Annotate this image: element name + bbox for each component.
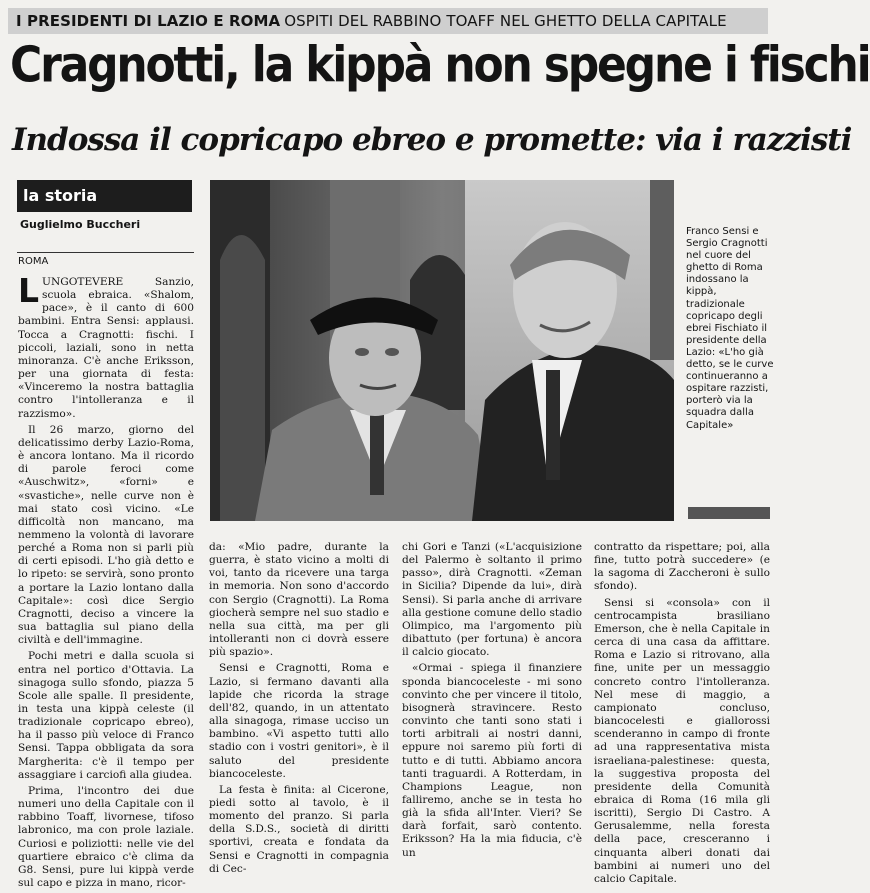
paragraph: chi Gori e Tanzi («L'acquisizione del Palermo è soltanto il primo passo», dirà Cragnotti. «Zeman in Sicilia? Dipende da lui», dirà Sensi). Si parla anche di arrivare alla gestione comune dello stadio Olimpico, ma l'argomento più dibattuto (per fortuna) è ancora il calcio giocato. xyxy=(402,541,582,659)
paragraph: Il 26 marzo, giorno del delicatissimo derby Lazio-Roma, è ancora lontano. Ma il ricordo di parole feroci come «Auschwitz», «forni» e «svastiche», nelle curve non è mai stato così vicino. «Le difficoltà non mancano, ma nemmeno la volontà di lavorare perché a Roma non si parli più di certi episodi. L'ho già detto e lo ripeto: se servirà, sono pronto a portare la Lazio lontano dalla Capitale»: così dice Sergio Cragnotti, deciso a vincere la sua battaglia sul piano della civiltà e dell'immagine. xyxy=(18,423,194,647)
paragraph: da: «Mio padre, durante la guerra, è stato vicino a molti di voi, tanto da ricevere una targa in memoria. Non sono d'accordo con Sergio (Cragnotti). La Roma giocherà sempre nel suo stadio e nella sua città, ma per gli intolleranti non ci dovrà essere più spazio». xyxy=(209,541,389,659)
section-rubric: la storia xyxy=(17,180,192,212)
drop-cap: L xyxy=(18,271,40,310)
article-column-2 xyxy=(209,541,389,879)
article-column-4 xyxy=(594,541,770,889)
paragraph: Pochi metri e dalla scuola si entra nel portico d'Ottavia. La sinagoga sullo sfondo, piazza 5 Scole alle spalle. Il presidente, in testa una kippà celeste (il tradizionale copricapo ebreo), ha il passo più veloce di Franco Sensi. Tappa obbligata da sora Margherita: c'è il tempo per assaggiare i carciofi alla giudea. xyxy=(18,650,194,781)
subheadline: Indossa il copricapo ebreo e promette: via i razzisti xyxy=(12,122,852,158)
divider xyxy=(17,252,194,253)
photo-illustration xyxy=(210,180,674,521)
kicker-bold: I PRESIDENTI DI LAZIO E ROMA xyxy=(16,12,281,30)
photo-caption: Franco Sensi e Sergio Cragnotti nel cuore del ghetto di Roma indossano la kippà, tradizionale copricapo degli ebrei Fischiato il presidente della Lazio: «L'ho già detto, se le curve continueranno a ospitare razzisti, porterò via la squadra dalla Capitale» xyxy=(686,226,774,431)
caption-bar xyxy=(688,507,770,519)
kicker-text: OSPITI DEL RABBINO TOAFF NEL GHETTO DELLA CAPITALE xyxy=(284,12,727,30)
article-column-1 xyxy=(18,271,194,893)
paragraph: contratto da rispettare; poi, alla fine, tutto potrà succedere» (e la sagoma di Zaccheroni è sullo sfondo). xyxy=(594,541,770,593)
paragraph: Sensi e Cragnotti, Roma e Lazio, si fermano davanti alla lapide che ricorda la strage dell'82, quando, in un attentato alla sinagoga, rimase ucciso un bambino. «Vi aspetto tutti allo stadio con i vostri genitori», è il saluto del presidente biancoceleste. xyxy=(209,662,389,780)
paragraph: «Ormai - spiega il finanziere sponda biancoceleste - mi sono convinto che per vincere il titolo, bisognerà stravincere. Resto convinto che tanti sono stati i torti arbitrali ai nostri danni, eppure noi saremo più forti di tutto e di tutti. Abbiamo ancora tanti traguardi. A Rotterdam, in Champions League, non falliremo, anche se in testa ho già la sfida all'Inter. Vieri? Se darà forfait, sarò contento. Eriksson? Ha la mia fiducia, c'è un xyxy=(402,662,582,859)
paragraph: La festa è finita: al Cicerone, piedi sotto al tavolo, è il momento del pranzo. Si parla della S.D.S., società di diritti sportivi, creata e fondata da Sensi e Cragnotti in compagnia di Cec- xyxy=(209,783,389,875)
article-column-3 xyxy=(402,541,582,863)
dateline: ROMA xyxy=(18,256,49,267)
kicker-bar xyxy=(8,8,768,34)
paragraph: Sensi si «consola» con il centrocampista brasiliano Emerson, che è nella Capitale in cerca di una casa da affittare. Roma e Lazio si ritrovano, alla fine, unite per un messaggio concreto contro l'intolleranza. Nel mese di maggio, a campionato concluso, biancocelesti e giallorossi scenderanno in campo di fronte ad una rappresentativa mista israeliana-palestinese: questa, la suggestiva proposta del presidente della Comunità ebraica di Roma (16 mila gli iscritti), Sergio Di Castro. A Gerusalemme, nella foresta della pace, cresceranno i cinquanta alberi donati dai bambini ai numeri uno del calcio Capitale. xyxy=(594,596,770,885)
news-photo xyxy=(210,180,674,521)
byline: Guglielmo Buccheri xyxy=(20,218,141,231)
paragraph-text: UNGOTEVERE Sanzio, scuola ebraica. «Shalom, pace», è il canto di 600 bambini. Entra Sensi: applausi. Tocca a Cragnotti: fischi. I piccoli, laziali, sono in netta minoranza. C'è anche Eriksson, per una giornata di festa: «Vinceremo la nostra battaglia contro l'intolleranza e il razzismo». xyxy=(18,276,194,420)
paragraph xyxy=(18,271,194,421)
paragraph: Prima, l'incontro dei due numeri uno della Capitale con il rabbino Toaff, livornese, tifoso labronico, ma con prole laziale. Curiosi e poliziotti: nelle vie del quartiere ebraico c'è clima da G8. Sensi, pure lui kippà verde sul capo e pizza in mano, ricor- xyxy=(18,784,194,890)
headline: Cragnotti, la kippà non spegne i fischi xyxy=(10,36,870,94)
